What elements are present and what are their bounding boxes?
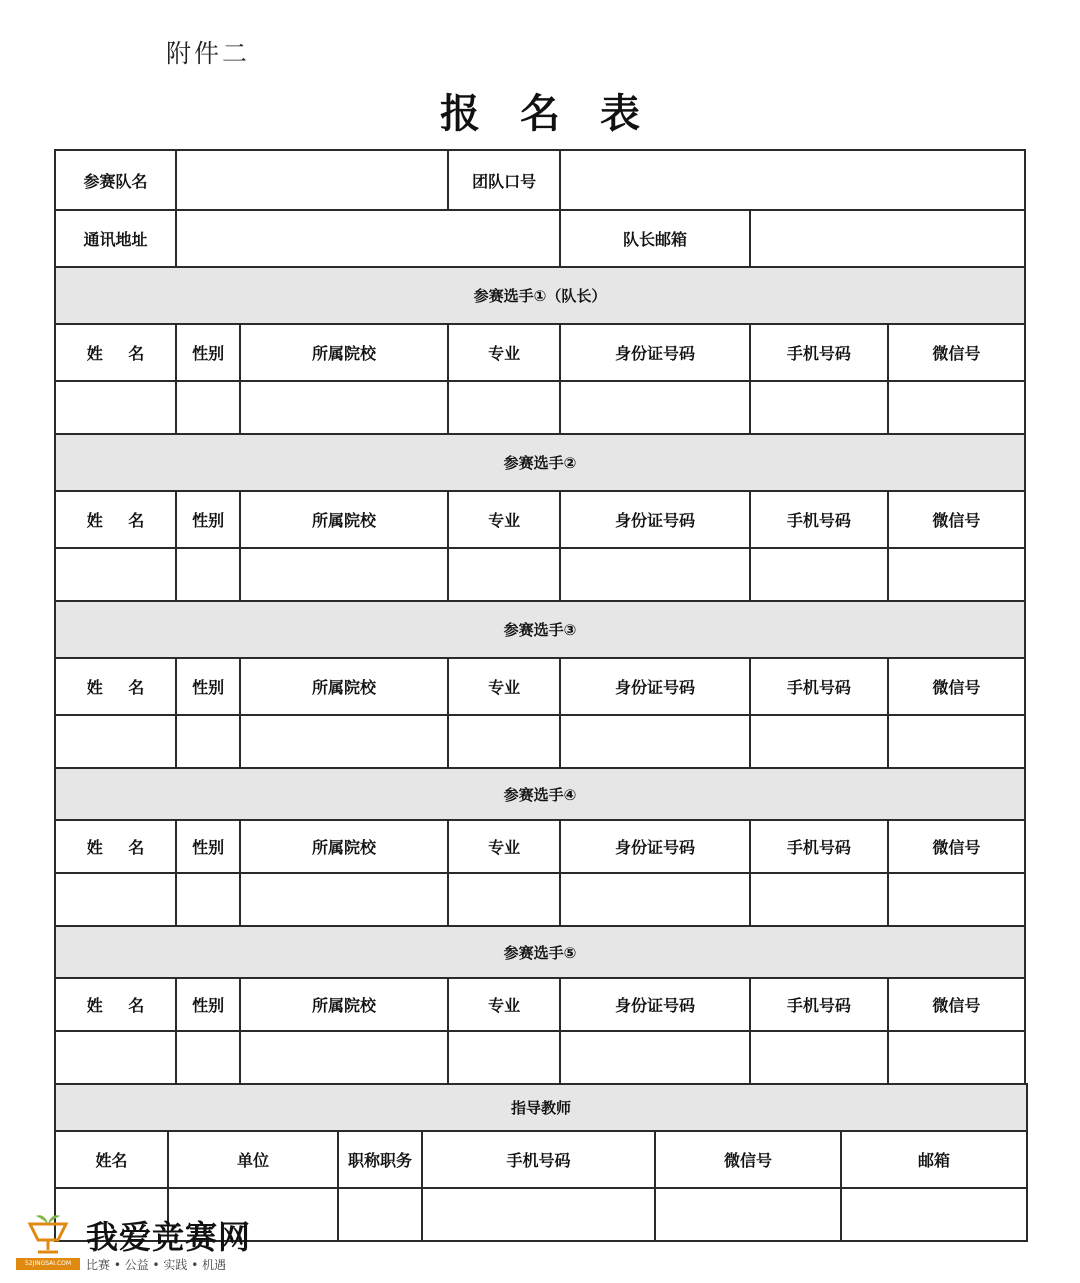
- member-phone-field[interactable]: [750, 381, 888, 434]
- member-header-row: [55, 978, 1025, 1031]
- teacher-wechat-header: 微信号: [655, 1131, 841, 1188]
- teacher-name-header: 姓名: [55, 1131, 168, 1188]
- member-major-field[interactable]: [448, 548, 560, 601]
- member-input-row: [55, 548, 1025, 601]
- member-section-header: [55, 601, 1025, 658]
- address-label: 通讯地址: [55, 210, 176, 267]
- member-wechat-field[interactable]: [888, 1031, 1025, 1084]
- attachment-label: 附件二: [166, 39, 251, 68]
- member-major-header: 专业: [448, 820, 560, 873]
- member-phone-header: 手机号码: [750, 491, 888, 548]
- teacher-phone-field[interactable]: [422, 1188, 655, 1241]
- member-name-field[interactable]: [55, 381, 176, 434]
- member-phone-header: 手机号码: [750, 978, 888, 1031]
- member-school-field[interactable]: [240, 381, 448, 434]
- teacher-email-header: 邮箱: [841, 1131, 1027, 1188]
- logo-name: 我爱竞赛网: [86, 1218, 252, 1256]
- form-title: 报名表: [440, 91, 680, 137]
- member-header-row: [55, 658, 1025, 715]
- member-header-row: [55, 324, 1025, 381]
- member-school-header: 所属院校: [240, 491, 448, 548]
- member-id-number-header: 身份证号码: [560, 658, 749, 715]
- member-name-header: 姓 名: [55, 491, 176, 548]
- member-input-row: [55, 1031, 1025, 1084]
- teacher-unit-header: 单位: [168, 1131, 338, 1188]
- member-header-row: [55, 820, 1025, 873]
- member-school-field[interactable]: [240, 1031, 448, 1084]
- team-slogan-field[interactable]: [560, 150, 1025, 210]
- member-phone-field[interactable]: [750, 873, 888, 926]
- member-section-header: [55, 267, 1025, 324]
- member-school-field[interactable]: [240, 873, 448, 926]
- team-slogan-label: 团队口号: [448, 150, 560, 210]
- member-school-header: 所属院校: [240, 658, 448, 715]
- member-major-header: 专业: [448, 324, 560, 381]
- member-id-number-field[interactable]: [560, 715, 749, 768]
- member-section-title: 参赛选手③: [55, 601, 1025, 658]
- teacher-phone-header: 手机号码: [422, 1131, 655, 1188]
- member-school-header: 所属院校: [240, 978, 448, 1031]
- teacher-section-title: 指导教师: [55, 1084, 1027, 1131]
- member-name-header: 姓 名: [55, 324, 176, 381]
- logo-domain: 52JINGSAI.COM: [16, 1258, 80, 1270]
- teacher-section-header: [55, 1084, 1027, 1131]
- member-name-header: 姓 名: [55, 820, 176, 873]
- member-gender-field[interactable]: [176, 715, 240, 768]
- member-section-title: 参赛选手②: [55, 434, 1025, 491]
- member-name-header: 姓 名: [55, 658, 176, 715]
- member-major-field[interactable]: [448, 1031, 560, 1084]
- site-logo[interactable]: [16, 1210, 256, 1274]
- registration-table: [54, 149, 1026, 1085]
- member-name-header: 姓 名: [55, 978, 176, 1031]
- member-gender-field[interactable]: [176, 381, 240, 434]
- member-id-number-field[interactable]: [560, 381, 749, 434]
- member-id-number-header: 身份证号码: [560, 491, 749, 548]
- member-school-header: 所属院校: [240, 820, 448, 873]
- member-wechat-field[interactable]: [888, 381, 1025, 434]
- member-major-header: 专业: [448, 978, 560, 1031]
- teacher-email-field[interactable]: [841, 1188, 1027, 1241]
- member-gender-header: 性别: [176, 820, 240, 873]
- member-major-field[interactable]: [448, 873, 560, 926]
- member-input-row: [55, 381, 1025, 434]
- member-section-header: [55, 434, 1025, 491]
- teacher-position-header: 职称职务: [338, 1131, 422, 1188]
- team-row-1: [55, 150, 1025, 210]
- member-gender-header: 性别: [176, 978, 240, 1031]
- member-id-number-header: 身份证号码: [560, 324, 749, 381]
- member-major-header: 专业: [448, 658, 560, 715]
- team-name-field[interactable]: [176, 150, 448, 210]
- member-gender-header: 性别: [176, 491, 240, 548]
- member-wechat-header: 微信号: [888, 978, 1025, 1031]
- member-id-number-header: 身份证号码: [560, 978, 749, 1031]
- teacher-position-field[interactable]: [338, 1188, 422, 1241]
- member-name-field[interactable]: [55, 873, 176, 926]
- logo-tagline: 比赛 • 公益 • 实践 • 机遇: [86, 1258, 227, 1272]
- trophy-sprout-icon: [16, 1210, 80, 1258]
- teacher-wechat-field[interactable]: [655, 1188, 841, 1241]
- member-wechat-field[interactable]: [888, 548, 1025, 601]
- member-section-title: 参赛选手④: [55, 768, 1025, 820]
- member-phone-field[interactable]: [750, 548, 888, 601]
- member-major-field[interactable]: [448, 715, 560, 768]
- member-gender-field[interactable]: [176, 873, 240, 926]
- captain-email-label: 队长邮箱: [560, 210, 749, 267]
- member-input-row: [55, 873, 1025, 926]
- member-major-field[interactable]: [448, 381, 560, 434]
- member-gender-field[interactable]: [176, 548, 240, 601]
- member-phone-field[interactable]: [750, 1031, 888, 1084]
- member-gender-field[interactable]: [176, 1031, 240, 1084]
- member-phone-header: 手机号码: [750, 324, 888, 381]
- member-school-field[interactable]: [240, 548, 448, 601]
- member-wechat-header: 微信号: [888, 658, 1025, 715]
- address-field[interactable]: [176, 210, 560, 267]
- member-school-field[interactable]: [240, 715, 448, 768]
- member-id-number-field[interactable]: [560, 548, 749, 601]
- member-wechat-field[interactable]: [888, 715, 1025, 768]
- member-phone-field[interactable]: [750, 715, 888, 768]
- captain-email-field[interactable]: [750, 210, 1025, 267]
- member-gender-header: 性别: [176, 324, 240, 381]
- member-section-title: 参赛选手①（队长）: [55, 267, 1025, 324]
- member-header-row: [55, 491, 1025, 548]
- member-gender-header: 性别: [176, 658, 240, 715]
- member-phone-header: 手机号码: [750, 658, 888, 715]
- member-wechat-header: 微信号: [888, 324, 1025, 381]
- member-input-row: [55, 715, 1025, 768]
- member-section-header: [55, 768, 1025, 820]
- member-wechat-header: 微信号: [888, 820, 1025, 873]
- teacher-header-row: [55, 1131, 1027, 1188]
- member-wechat-header: 微信号: [888, 491, 1025, 548]
- team-name-label: 参赛队名: [55, 150, 176, 210]
- member-major-header: 专业: [448, 491, 560, 548]
- registration-form: [54, 149, 1026, 1242]
- team-row-2: [55, 210, 1025, 267]
- member-section-title: 参赛选手⑤: [55, 926, 1025, 978]
- member-id-number-field[interactable]: [560, 873, 749, 926]
- member-section-header: [55, 926, 1025, 978]
- member-school-header: 所属院校: [240, 324, 448, 381]
- member-name-field[interactable]: [55, 1031, 176, 1084]
- member-phone-header: 手机号码: [750, 820, 888, 873]
- member-name-field[interactable]: [55, 548, 176, 601]
- member-id-number-field[interactable]: [560, 1031, 749, 1084]
- member-wechat-field[interactable]: [888, 873, 1025, 926]
- member-id-number-header: 身份证号码: [560, 820, 749, 873]
- member-name-field[interactable]: [55, 715, 176, 768]
